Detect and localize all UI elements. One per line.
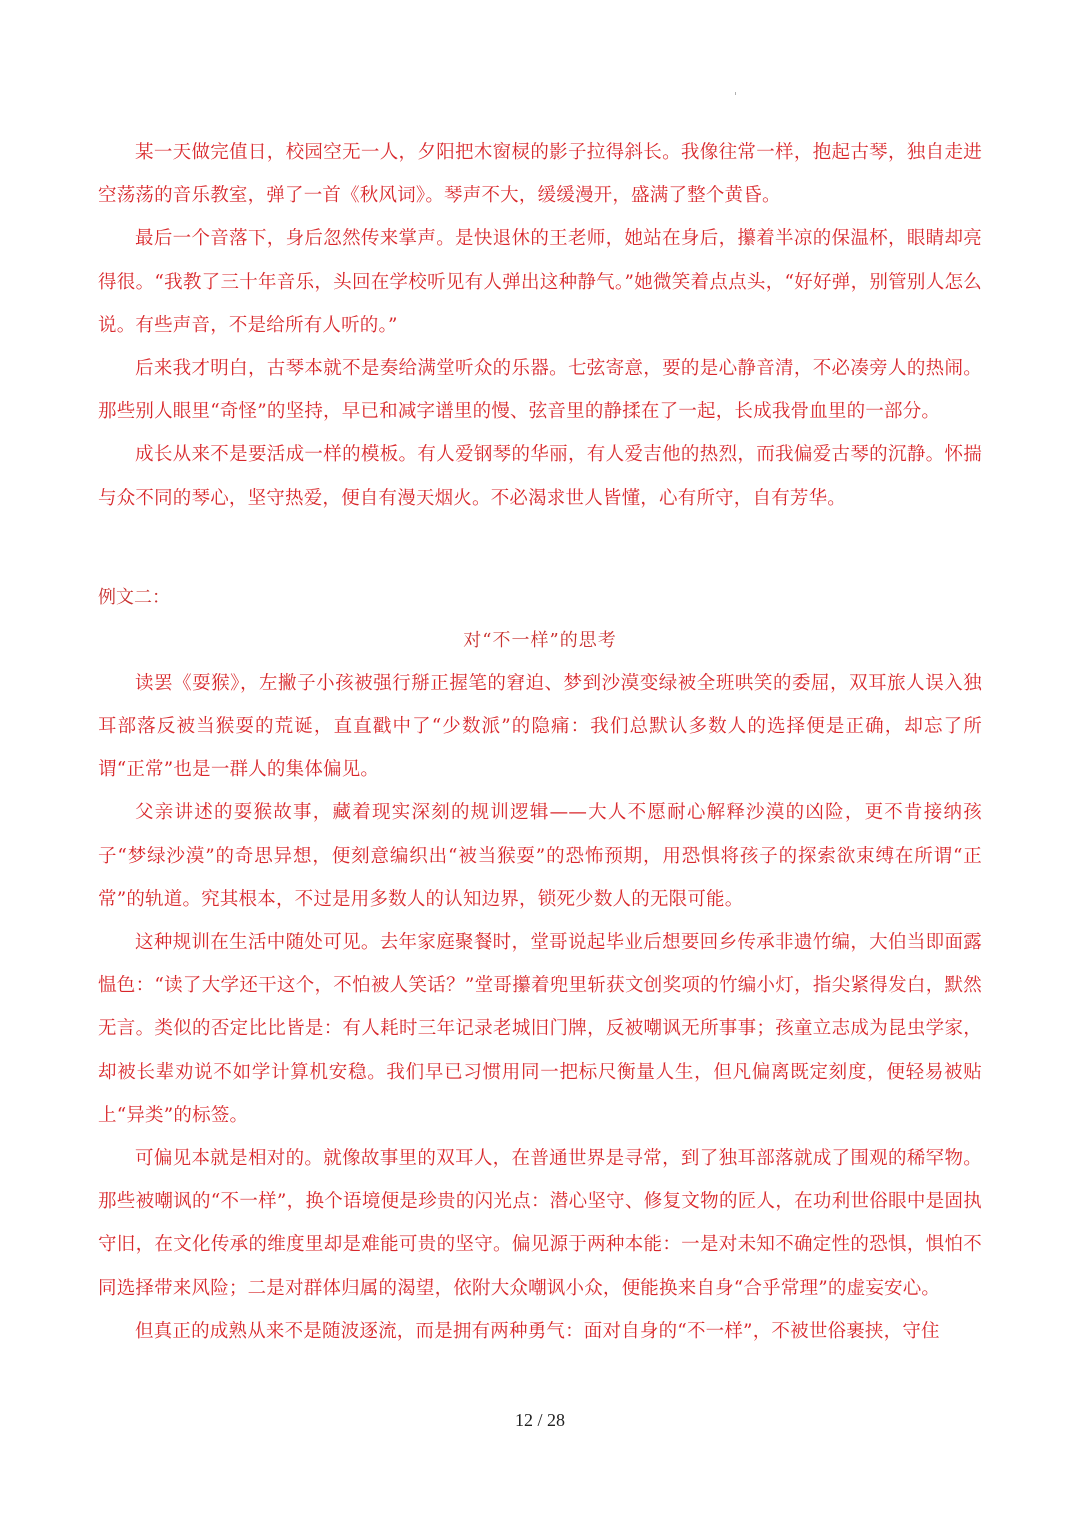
paragraph: 后来我才明白，古琴本就不是奏给满堂听众的乐器。七弦寄意，要的是心静音清，不必凑旁人的热闹。那些别人眼里“奇怪”的坚持，早已和减字谱里的慢、弦音里的静揉在了一起，长成我骨血里的一部分。 (98, 358, 982, 423)
section-label: 例文二： (98, 586, 170, 608)
paragraph: 父亲讲述的耍猴故事，藏着现实深刻的规训逻辑——大人不愿耐心解释沙漠的凶险，更不肯接纳孩子“梦绿沙漠”的奇思异想，便刻意编织出“被当猴耍”的恐怖预期，用恐惧将孩子的探索欲束缚在所谓“正常”的轨道。究其根本，不过是用多数人的认知边界，锁死少数人的无限可能。 (98, 802, 982, 910)
paragraph: 某一天做完值日，校园空无一人，夕阳把木窗棂的影子拉得斜长。我像往常一样，抱起古琴，独自走进空荡荡的音乐教室，弹了一首《秋风词》。琴声不大，缓缓漫开，盛满了整个黄昏。 (98, 142, 982, 207)
paragraph: 可偏见本就是相对的。就像故事里的双耳人，在普通世界是寻常，到了独耳部落就成了围观的稀罕物。那些被嘲讽的“不一样”，换个语境便是珍贵的闪光点：潜心坚守、修复文物的匠人，在功利世俗眼中是固执守旧，在文化传承的维度里却是难能可贵的坚守。偏见源于两种本能：一是对未知不确定性的恐惧，惧怕不同选择带来风险；二是对群体归属的渴望，依附大众嘲讽小众，便能换来自身“合乎常理”的虚妄安心。 (98, 1148, 982, 1299)
essay-title: 对“不一样”的思考 (463, 629, 617, 651)
paragraph: 成长从来不是要活成一样的模板。有人爱钢琴的华丽，有人爱吉他的热烈，而我偏爱古琴的沉静。怀揣与众不同的琴心，坚守热爱，便自有漫天烟火。不必渴求世人皆懂，心有所守，自有芳华。 (98, 444, 982, 509)
paragraph: 这种规训在生活中随处可见。去年家庭聚餐时，堂哥说起毕业后想要回乡传承非遗竹编，大伯当即面露愠色：“读了大学还干这个，不怕被人笑话？”堂哥攥着兜里斩获文创奖项的竹编小灯，指尖紧得发白，默然无言。类似的否定比比皆是：有人耗时三年记录老城旧门牌，反被嘲讽无所事事；孩童立志成为昆虫学家，却被长辈劝说不如学计算机安稳。我们早已习惯用同一把标尺衡量人生，但凡偏离既定刻度，便轻易被贴上“异类”的标签。 (98, 932, 982, 1126)
paragraph: 最后一个音落下，身后忽然传来掌声。是快退休的王老师，她站在身后，攥着半凉的保温杯，眼睛却亮得很。“我教了三十年音乐，头回在学校听见有人弹出这种静气。”她微笑着点点头，“好好弹，别管别人怎么说。有些声音，不是给所有人听的。” (98, 228, 982, 336)
scan-speck (735, 92, 736, 95)
page-number: 12 / 28 (514, 1410, 565, 1430)
document-body (98, 131, 982, 1353)
paragraph: 但真正的成熟从来不是随波逐流，而是拥有两种勇气：面对自身的“不一样”，不被世俗裹挟，守住 (135, 1320, 940, 1342)
paragraph: 读罢《耍猴》，左撇子小孩被强行掰正握笔的窘迫、梦到沙漠变绿被全班哄笑的委屈，双耳旅人误入独耳部落反被当猴耍的荒诞，直直戳中了“少数派”的隐痛：我们总默认多数人的选择便是正确，却忘了所谓“正常”也是一群人的集体偏见。 (98, 672, 982, 781)
